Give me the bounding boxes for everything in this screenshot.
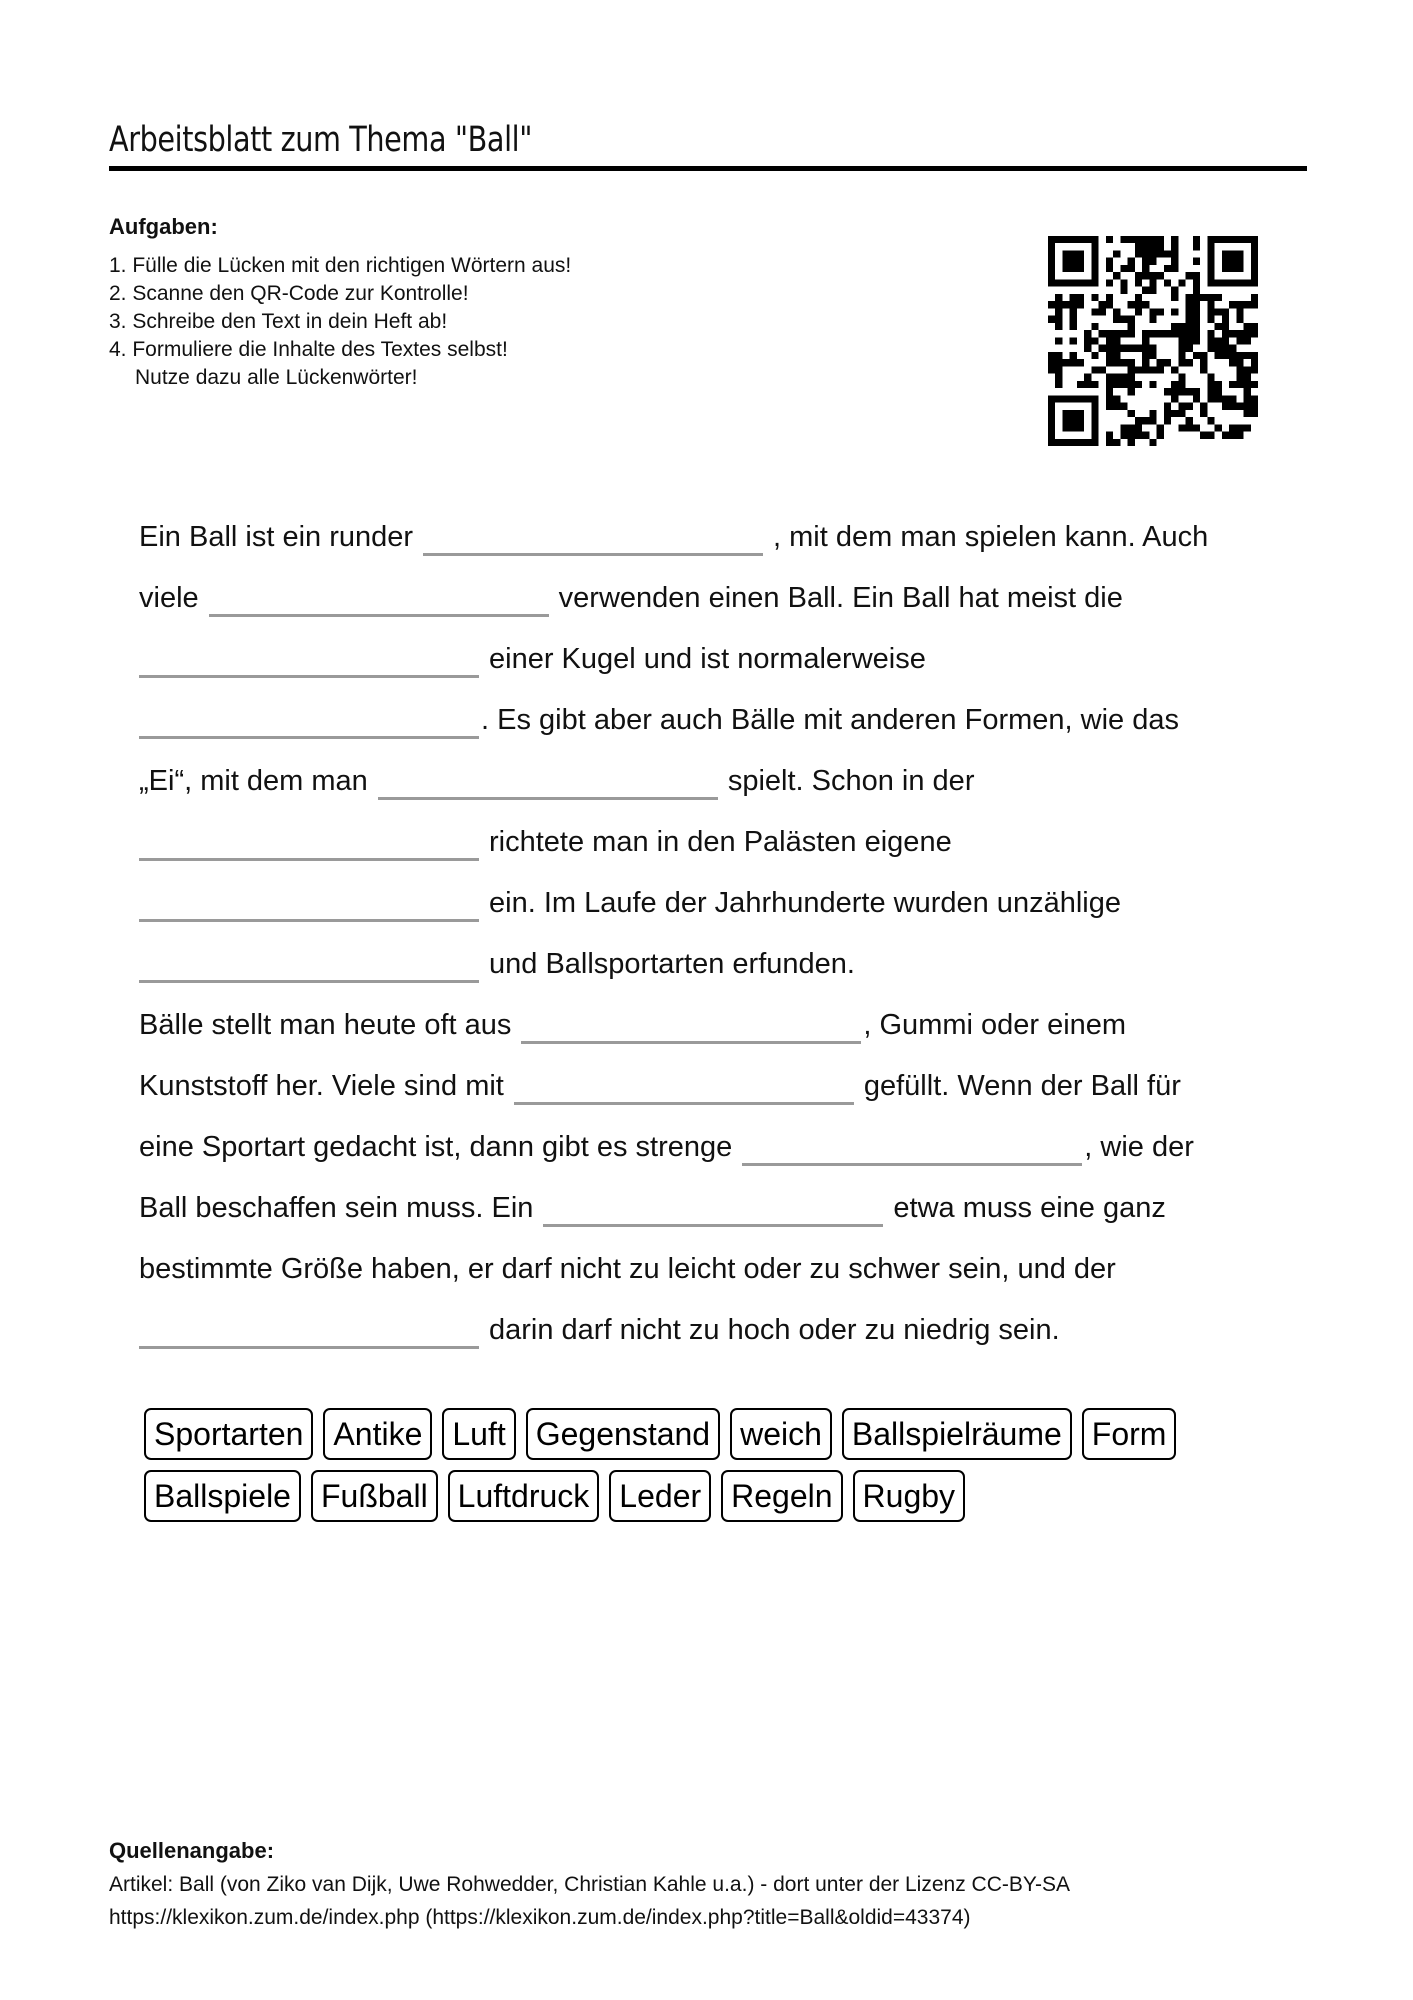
cloze-text-segment: „Ei“, mit dem man [139, 765, 368, 797]
task-item: 1. Fülle die Lücken mit den richtigen Wörtern aus! [109, 254, 572, 277]
cloze-line [139, 878, 1289, 939]
word-bank-row [144, 1408, 1176, 1460]
cloze-text [139, 512, 1289, 1366]
cloze-text-segment: viele [139, 582, 199, 614]
cloze-text-segment: , Gummi oder einem [863, 1009, 1127, 1041]
task-item-continuation: Nutze dazu alle Lückenwörter! [135, 366, 418, 389]
blank-field[interactable] [139, 1305, 479, 1349]
word-chip[interactable]: Fußball [311, 1470, 438, 1522]
word-bank [144, 1408, 1176, 1532]
cloze-text-segment: Bälle stellt man heute oft aus [139, 1009, 512, 1041]
cloze-line [139, 695, 1289, 756]
word-chip[interactable]: Leder [609, 1470, 711, 1522]
cloze-text-segment: Kunststoff her. Viele sind mit [139, 1070, 504, 1102]
blank-field[interactable] [139, 695, 479, 739]
cloze-text-segment: Ball beschaffen sein muss. Ein [139, 1192, 534, 1224]
source-citation: Artikel: Ball (von Ziko van Dijk, Uwe Rohwedder, Christian Kahle u.a.) - dort unter der Lizenz CC-BY-SA [109, 1873, 1070, 1896]
cloze-line [139, 1305, 1289, 1366]
word-chip[interactable]: Luft [442, 1408, 515, 1460]
task-item: 3. Schreibe den Text in dein Heft ab! [109, 310, 448, 333]
cloze-text-segment: Ein Ball ist ein runder [139, 521, 414, 553]
cloze-text-segment: , wie der [1084, 1131, 1194, 1163]
blank-field[interactable] [209, 573, 549, 617]
task-item: 4. Formuliere die Inhalte des Textes selbst! [109, 338, 508, 361]
word-chip[interactable]: Form [1082, 1408, 1177, 1460]
page-title: Arbeitsblatt zum Thema "Ball" [109, 120, 533, 160]
source-heading: Quellenangabe: [109, 1838, 275, 1863]
source-url[interactable]: https://klexikon.zum.de/index.php (https://klexikon.zum.de/index.php?title=Ball&oldid=43374) [109, 1906, 971, 1929]
cloze-text-segment: und Ballsportarten erfunden. [489, 948, 855, 980]
cloze-line [139, 1000, 1289, 1061]
word-chip[interactable]: Regeln [721, 1470, 842, 1522]
cloze-line [139, 756, 1289, 817]
cloze-line [139, 817, 1289, 878]
blank-field[interactable] [521, 1000, 861, 1044]
blank-field[interactable] [139, 878, 479, 922]
cloze-line [139, 512, 1289, 573]
cloze-text-segment: eine Sportart gedacht ist, dann gibt es strenge [139, 1131, 733, 1163]
blank-field[interactable] [742, 1122, 1082, 1166]
word-chip[interactable]: Sportarten [144, 1408, 313, 1460]
word-chip[interactable]: Ballspiele [144, 1470, 301, 1522]
cloze-line [139, 1183, 1289, 1244]
cloze-text-segment: etwa muss eine ganz [893, 1192, 1166, 1224]
blank-field[interactable] [423, 512, 763, 556]
blank-field[interactable] [514, 1061, 854, 1105]
word-chip[interactable]: Luftdruck [448, 1470, 600, 1522]
cloze-text-segment: verwenden einen Ball. Ein Ball hat meist die [558, 582, 1123, 614]
blank-field[interactable] [378, 756, 718, 800]
word-bank-row [144, 1470, 1176, 1522]
task-item: 2. Scanne den QR-Code zur Kontrolle! [109, 282, 469, 305]
cloze-line [139, 1122, 1289, 1183]
word-chip[interactable]: Antike [323, 1408, 432, 1460]
cloze-line [139, 1244, 1289, 1305]
cloze-line [139, 1061, 1289, 1122]
word-chip[interactable]: Rugby [853, 1470, 966, 1522]
blank-field[interactable] [139, 634, 479, 678]
cloze-line [139, 939, 1289, 1000]
cloze-text-segment: ein. Im Laufe der Jahrhunderte wurden unzählige [489, 887, 1121, 919]
cloze-text-segment: richtete man in den Palästen eigene [489, 826, 952, 858]
cloze-text-segment: darin darf nicht zu hoch oder zu niedrig sein. [489, 1314, 1060, 1346]
cloze-text-segment: . Es gibt aber auch Bälle mit anderen Formen, wie das [481, 704, 1179, 736]
word-chip[interactable]: Gegenstand [526, 1408, 720, 1460]
cloze-text-segment: gefüllt. Wenn der Ball für [863, 1070, 1181, 1102]
cloze-line [139, 573, 1289, 634]
blank-field[interactable] [543, 1183, 883, 1227]
tasks-list [109, 252, 571, 392]
title-divider [109, 166, 1307, 171]
word-chip[interactable]: Ballspielräume [842, 1408, 1072, 1460]
blank-field[interactable] [139, 817, 479, 861]
word-chip[interactable]: weich [730, 1408, 832, 1460]
cloze-line [139, 634, 1289, 695]
cloze-text-segment: einer Kugel und ist normalerweise [489, 643, 926, 675]
cloze-text-segment: spielt. Schon in der [727, 765, 975, 797]
tasks-heading: Aufgaben: [109, 214, 218, 239]
cloze-text-segment: bestimmte Größe haben, er darf nicht zu leicht oder zu schwer sein, und der [139, 1253, 1116, 1285]
cloze-text-segment: , mit dem man spielen kann. Auch [773, 521, 1209, 553]
blank-field[interactable] [139, 939, 479, 983]
qr-code-icon[interactable] [1048, 236, 1258, 446]
